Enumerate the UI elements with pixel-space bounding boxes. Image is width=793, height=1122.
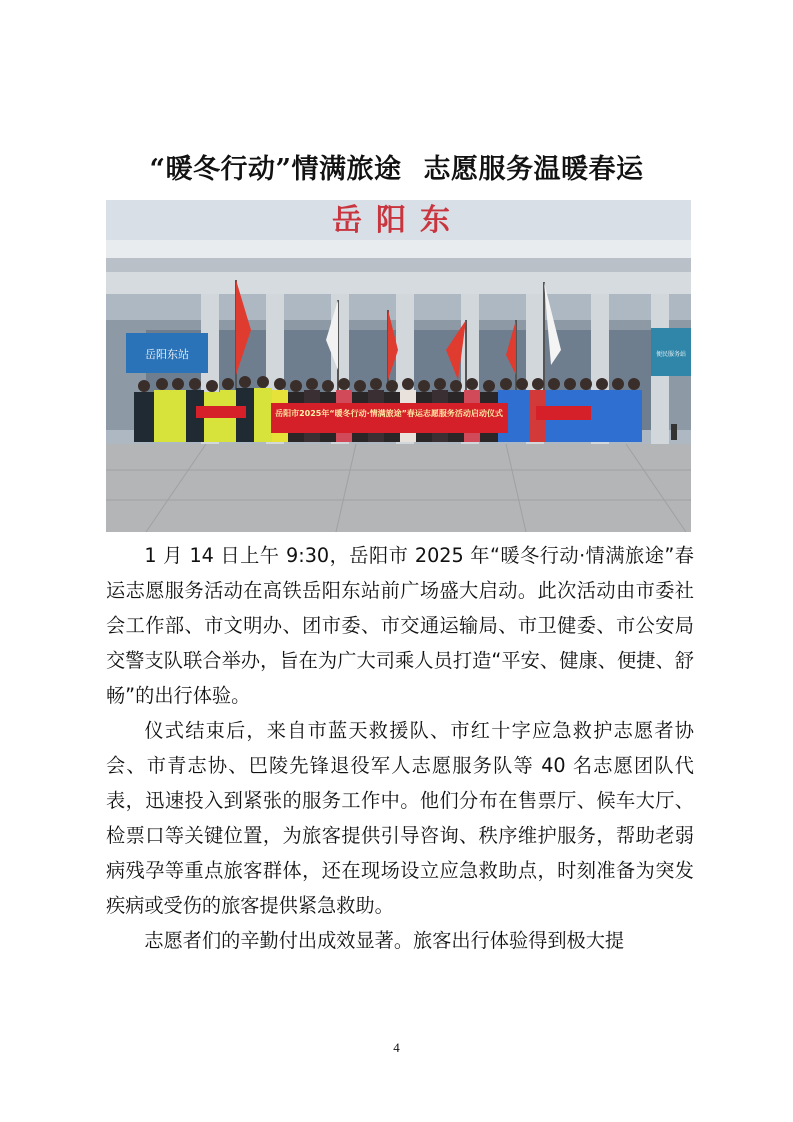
page-title	[0, 147, 793, 186]
banner-text: 岳阳市2025年“暖冬行动·情满旅途”春运志愿服务活动启动仪式	[275, 409, 503, 418]
station-sign: 岳阳东	[332, 203, 464, 238]
left-board-text: 岳阳东站	[145, 348, 189, 361]
title-part-1: “暖冬行动”情满旅途	[149, 154, 402, 185]
page-number: 4	[393, 1040, 400, 1055]
event-photo	[106, 200, 691, 532]
article-body	[106, 538, 694, 958]
right-board-text: 便民服务站	[655, 351, 687, 358]
paragraph-3: 志愿者们的辛勤付出成效显著。旅客出行体验得到极大提	[144, 929, 625, 952]
title-part-2: 志愿服务温暖春运	[423, 154, 644, 185]
paragraph-2: 仪式结束后，来自市蓝天救援队、市红十字应急救护志愿者协会、市青志协、巴陵先锋退役军人志愿服务队等 40 名志愿团队代表，迅速投入到紧张的服务工作中。他们分布在售票厅、候车大厅、检票口等关键位置，为旅客提供引导咨询、秩序维护服务，帮助老弱病残孕等重点旅客群体，还在现场设立应急救助点，时刻准备为突发疾病或受伤的旅客提供紧急救助。	[106, 719, 694, 917]
paragraph-1: 1 月 14 日上午 9:30，岳阳市 2025 年“暖冬行动·情满旅途”春运志愿服务活动在高铁岳阳东站前广场盛大启动。此次活动由市委社会工作部、市文明办、团市委、市交通运输局、市卫健委、市公安局交警支队联合举办，旨在为广大司乘人员打造“平安、健康、便捷、舒畅”的出行体验。	[106, 544, 694, 707]
